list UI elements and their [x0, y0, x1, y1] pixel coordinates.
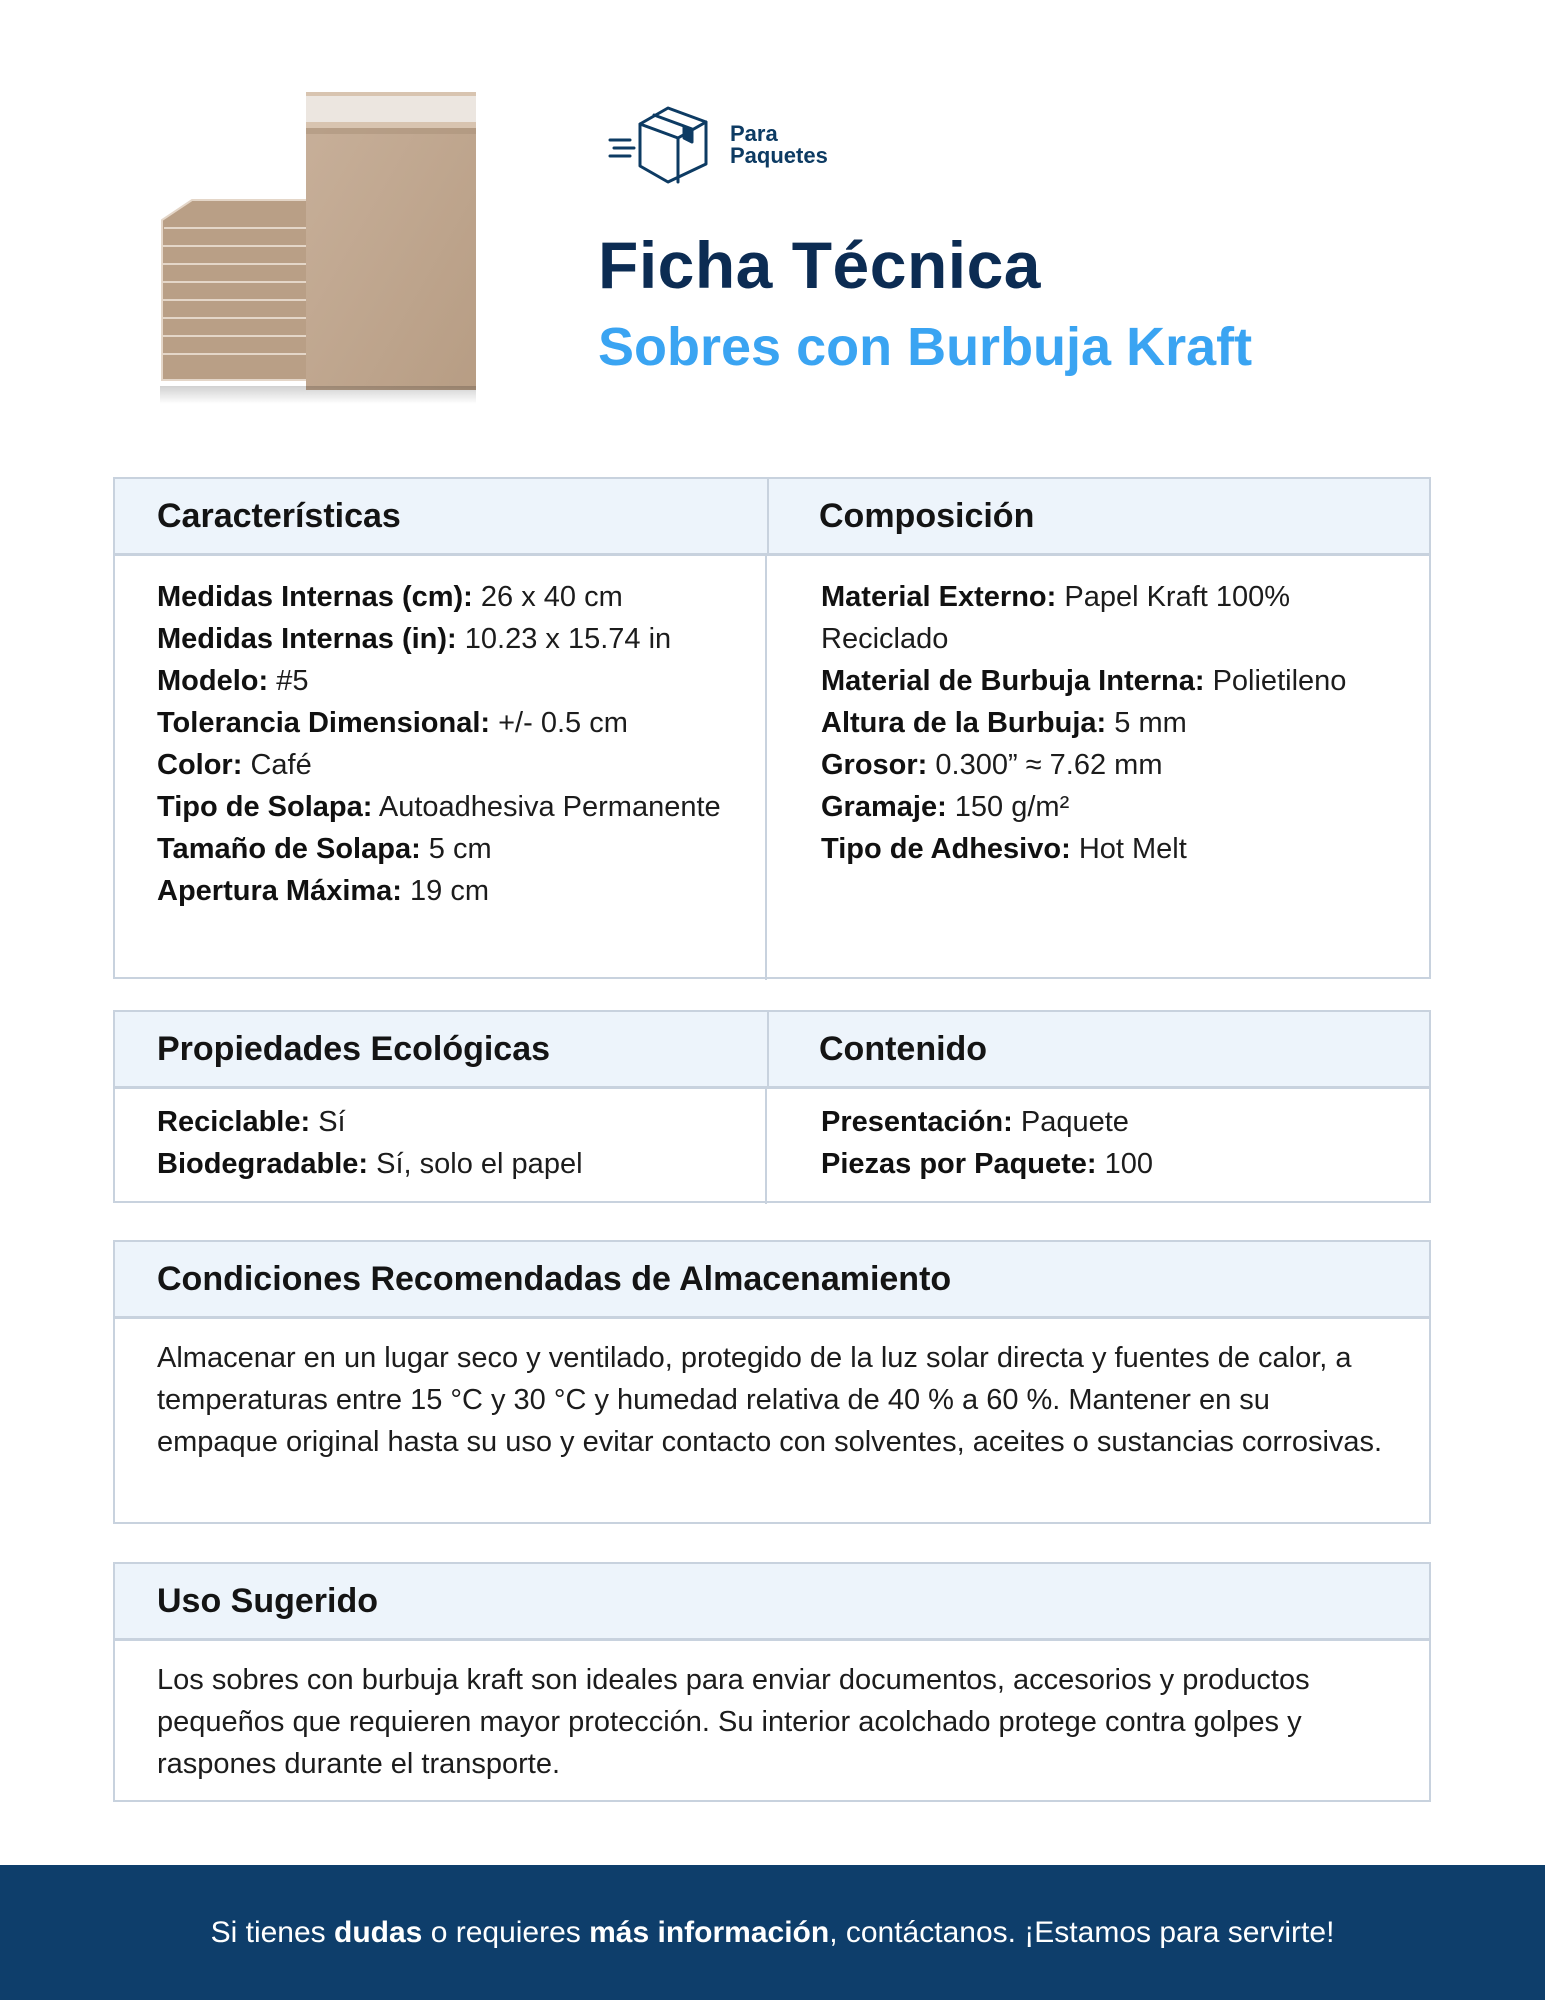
almacenamiento-heading: Condiciones Recomendadas de Almacenamiento — [157, 1259, 952, 1298]
specs-card-header — [115, 479, 1429, 556]
brand-name-line2: Paquetes — [730, 143, 828, 168]
uso-text: Los sobres con burbuja kraft son ideales para enviar documentos, accesorios y productos pequeños que requieren mayor protección. Su interior acolchado protege contra golpes y raspones durante el transporte. — [157, 1664, 1310, 1780]
product-image — [150, 80, 490, 410]
spec-item: Color: Café — [157, 749, 312, 781]
spec-item: Gramaje: 150 g/m² — [821, 791, 1070, 823]
spec-item: Presentación: Paquete — [821, 1106, 1129, 1138]
footer-text: Si tienes dudas o requieres más información, contáctanos. ¡Estamos para servirte! — [210, 1915, 1335, 1949]
almacenamiento-text: Almacenar en un lugar seco y ventilado, protegido de la luz solar directa y fuentes de calor, a temperaturas entre 15 °C y 30 °C y humedad relativa de 40 % a 60 %. Mantener en su empaque original hasta su uso y evitar contacto con solventes, aceites o sustancias corrosivas. — [157, 1342, 1383, 1458]
spec-item: Modelo: #5 — [157, 665, 309, 697]
page-title: Ficha Técnica — [598, 228, 1042, 302]
composicion-list — [765, 556, 1429, 980]
contenido-list — [765, 1089, 1429, 1204]
spec-item: Tamaño de Solapa: 5 cm — [157, 833, 492, 865]
composicion-heading: Composición — [767, 479, 1429, 553]
spec-item: Piezas por Paquete: 100 — [821, 1148, 1154, 1180]
page-subtitle: Sobres con Burbuja Kraft — [598, 317, 1253, 377]
spec-item: Reciclable: Sí — [157, 1106, 346, 1138]
ecologicas-list — [115, 1089, 765, 1204]
brand-logo — [608, 102, 868, 188]
spec-item: Tipo de Solapa: Autoadhesiva Permanente — [157, 791, 721, 823]
spec-item: Tolerancia Dimensional: +/- 0.5 cm — [157, 707, 628, 739]
caracteristicas-list — [115, 556, 765, 980]
spec-item: Apertura Máxima: 19 cm — [157, 875, 490, 907]
spec-item: Medidas Internas (cm): 26 x 40 cm — [157, 581, 623, 613]
spec-item: Grosor: 0.300” ≈ 7.62 mm — [821, 749, 1163, 781]
eco-content-card-header — [115, 1012, 1429, 1089]
contenido-heading: Contenido — [767, 1012, 1429, 1086]
storage-card — [113, 1240, 1431, 1524]
footer-banner — [0, 1865, 1545, 2000]
spec-item: Tipo de Adhesivo: Hot Melt — [821, 833, 1187, 865]
spec-item: Material de Burbuja Interna: Polietileno — [821, 665, 1347, 697]
brand-name-line1: Para — [730, 121, 778, 146]
spec-item: Material Externo: Papel Kraft 100% Reciclado — [821, 581, 1291, 655]
spec-item: Biodegradable: Sí, solo el papel — [157, 1148, 583, 1180]
ecologicas-heading: Propiedades Ecológicas — [157, 1029, 551, 1068]
caracteristicas-heading: Características — [157, 496, 401, 535]
usage-card — [113, 1562, 1431, 1802]
spec-item: Altura de la Burbuja: 5 mm — [821, 707, 1187, 739]
spec-item: Medidas Internas (in): 10.23 x 15.74 in — [157, 623, 672, 655]
box-icon — [608, 102, 724, 188]
uso-heading: Uso Sugerido — [157, 1581, 379, 1620]
specs-card — [113, 477, 1431, 979]
eco-content-card — [113, 1010, 1431, 1203]
